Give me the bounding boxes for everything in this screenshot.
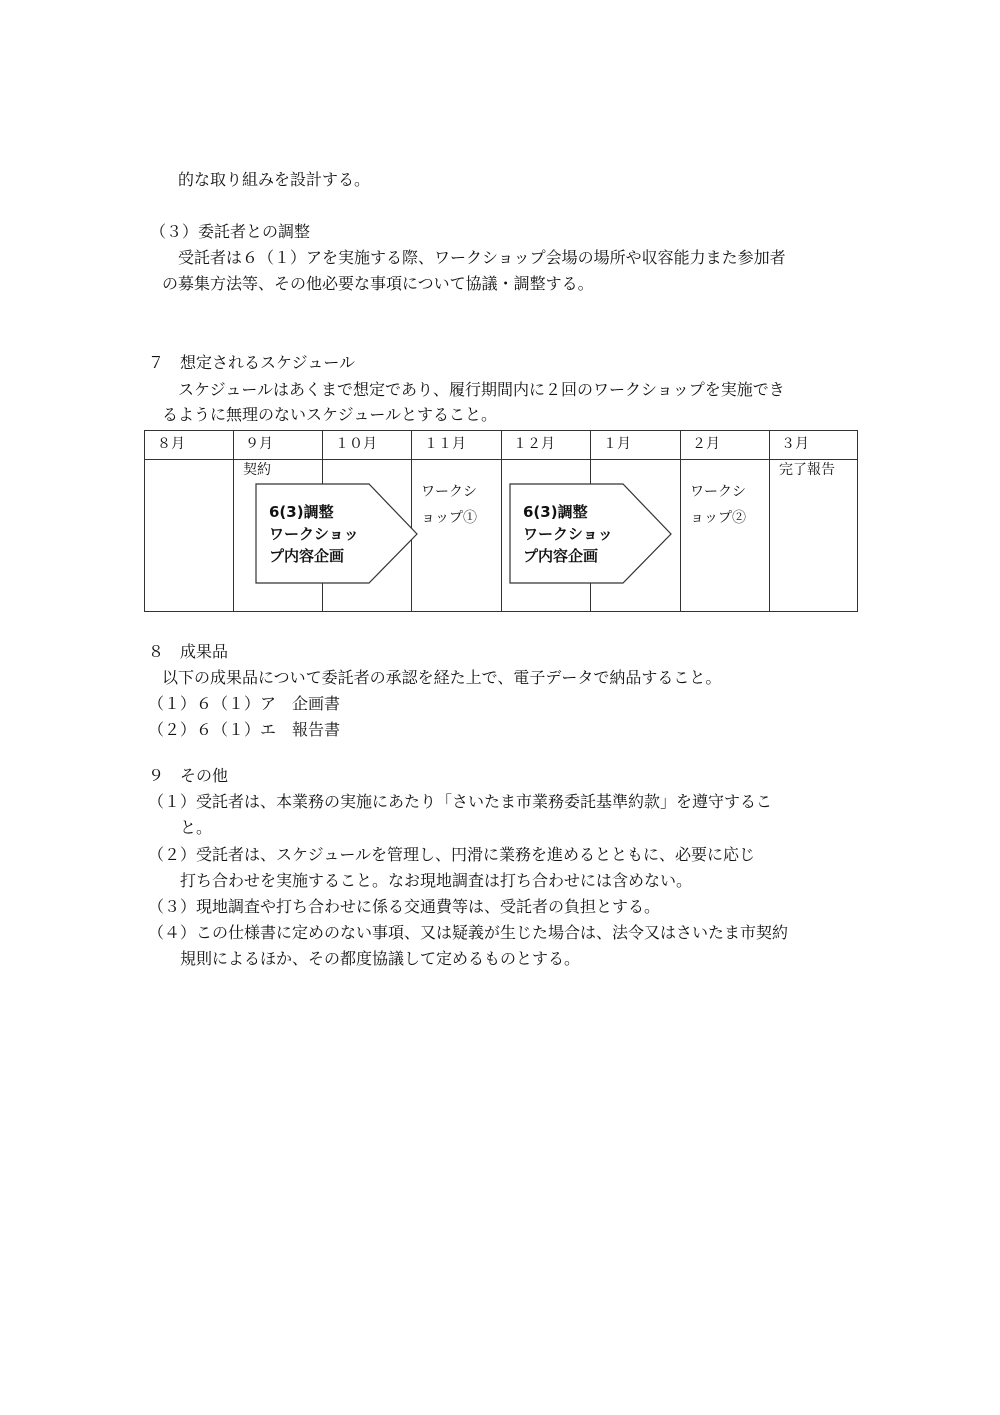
- section-7-heading: ７ 想定されるスケジュール: [148, 353, 356, 372]
- list-item-continuation: と。: [180, 818, 213, 837]
- month-header: ９月: [245, 436, 273, 452]
- section-9-heading: ９ その他: [148, 766, 229, 785]
- workshop-1-label: ワークシ ョップ①: [421, 484, 477, 526]
- column-divider: [233, 431, 234, 611]
- month-header: ８月: [157, 436, 185, 452]
- paragraph-line: 受託者は６（１）アを実施する際、ワークショップ会場の場所や収容能力また参加者: [178, 248, 786, 267]
- arrow-label-1: 6(3)調整 ワークショッ プ内容企画: [269, 503, 359, 565]
- contract-label: 契約: [243, 462, 271, 478]
- paragraph-line: 的な取り組みを設計する。: [178, 170, 371, 189]
- month-header: ３月: [781, 436, 809, 452]
- arrow-label-2: 6(3)調整 ワークショッ プ内容企画: [523, 503, 613, 565]
- list-item: （２）受託者は、スケジュールを管理し、円滑に業務を進めるとともに、必要に応じ: [148, 845, 756, 864]
- workshop-2-label: ワークシ ョップ②: [690, 484, 746, 526]
- list-item-continuation: 打ち合わせを実施すること。なお現地調査は打ち合わせには含めない。: [180, 871, 693, 890]
- schedule-table: [144, 430, 858, 612]
- paragraph-line: の募集方法等、その他必要な事項について協議・調整する。: [162, 274, 594, 293]
- month-header: １０月: [335, 436, 377, 452]
- paragraph-line: 以下の成果品について委託者の承認を経た上で、電子データで納品すること。: [162, 668, 722, 687]
- column-divider: [680, 431, 681, 611]
- list-item-continuation: 規則によるほか、その都度協議して定めるものとする。: [180, 949, 581, 968]
- paragraph-line: るように無理のないスケジュールとすること。: [162, 405, 498, 424]
- month-header: １２月: [513, 436, 555, 452]
- final-report-label: 完了報告: [779, 462, 835, 478]
- section-3-heading: （３）委託者との調整: [150, 222, 311, 241]
- paragraph-line: スケジュールはあくまで想定であり、履行期間内に２回のワークショップを実施でき: [178, 380, 785, 399]
- month-header: １１月: [424, 436, 466, 452]
- column-divider: [769, 431, 770, 611]
- list-item: （４）この仕様書に定めのない事項、又は疑義が生じた場合は、法令又はさいたま市契約: [148, 923, 789, 942]
- column-divider: [501, 431, 502, 611]
- list-item: （２）６（１）エ 報告書: [148, 720, 341, 739]
- section-8-heading: ８ 成果品: [148, 642, 229, 661]
- list-item: （１）受託者は、本業務の実施にあたり「さいたま市業務委託基準約款」を遵守するこ: [148, 792, 773, 811]
- list-item: （３）現地調査や打ち合わせに係る交通費等は、受託者の負担とする。: [148, 897, 661, 916]
- month-header: ２月: [692, 436, 720, 452]
- list-item: （１）６（１）ア 企画書: [148, 694, 341, 713]
- month-header: １月: [603, 436, 631, 452]
